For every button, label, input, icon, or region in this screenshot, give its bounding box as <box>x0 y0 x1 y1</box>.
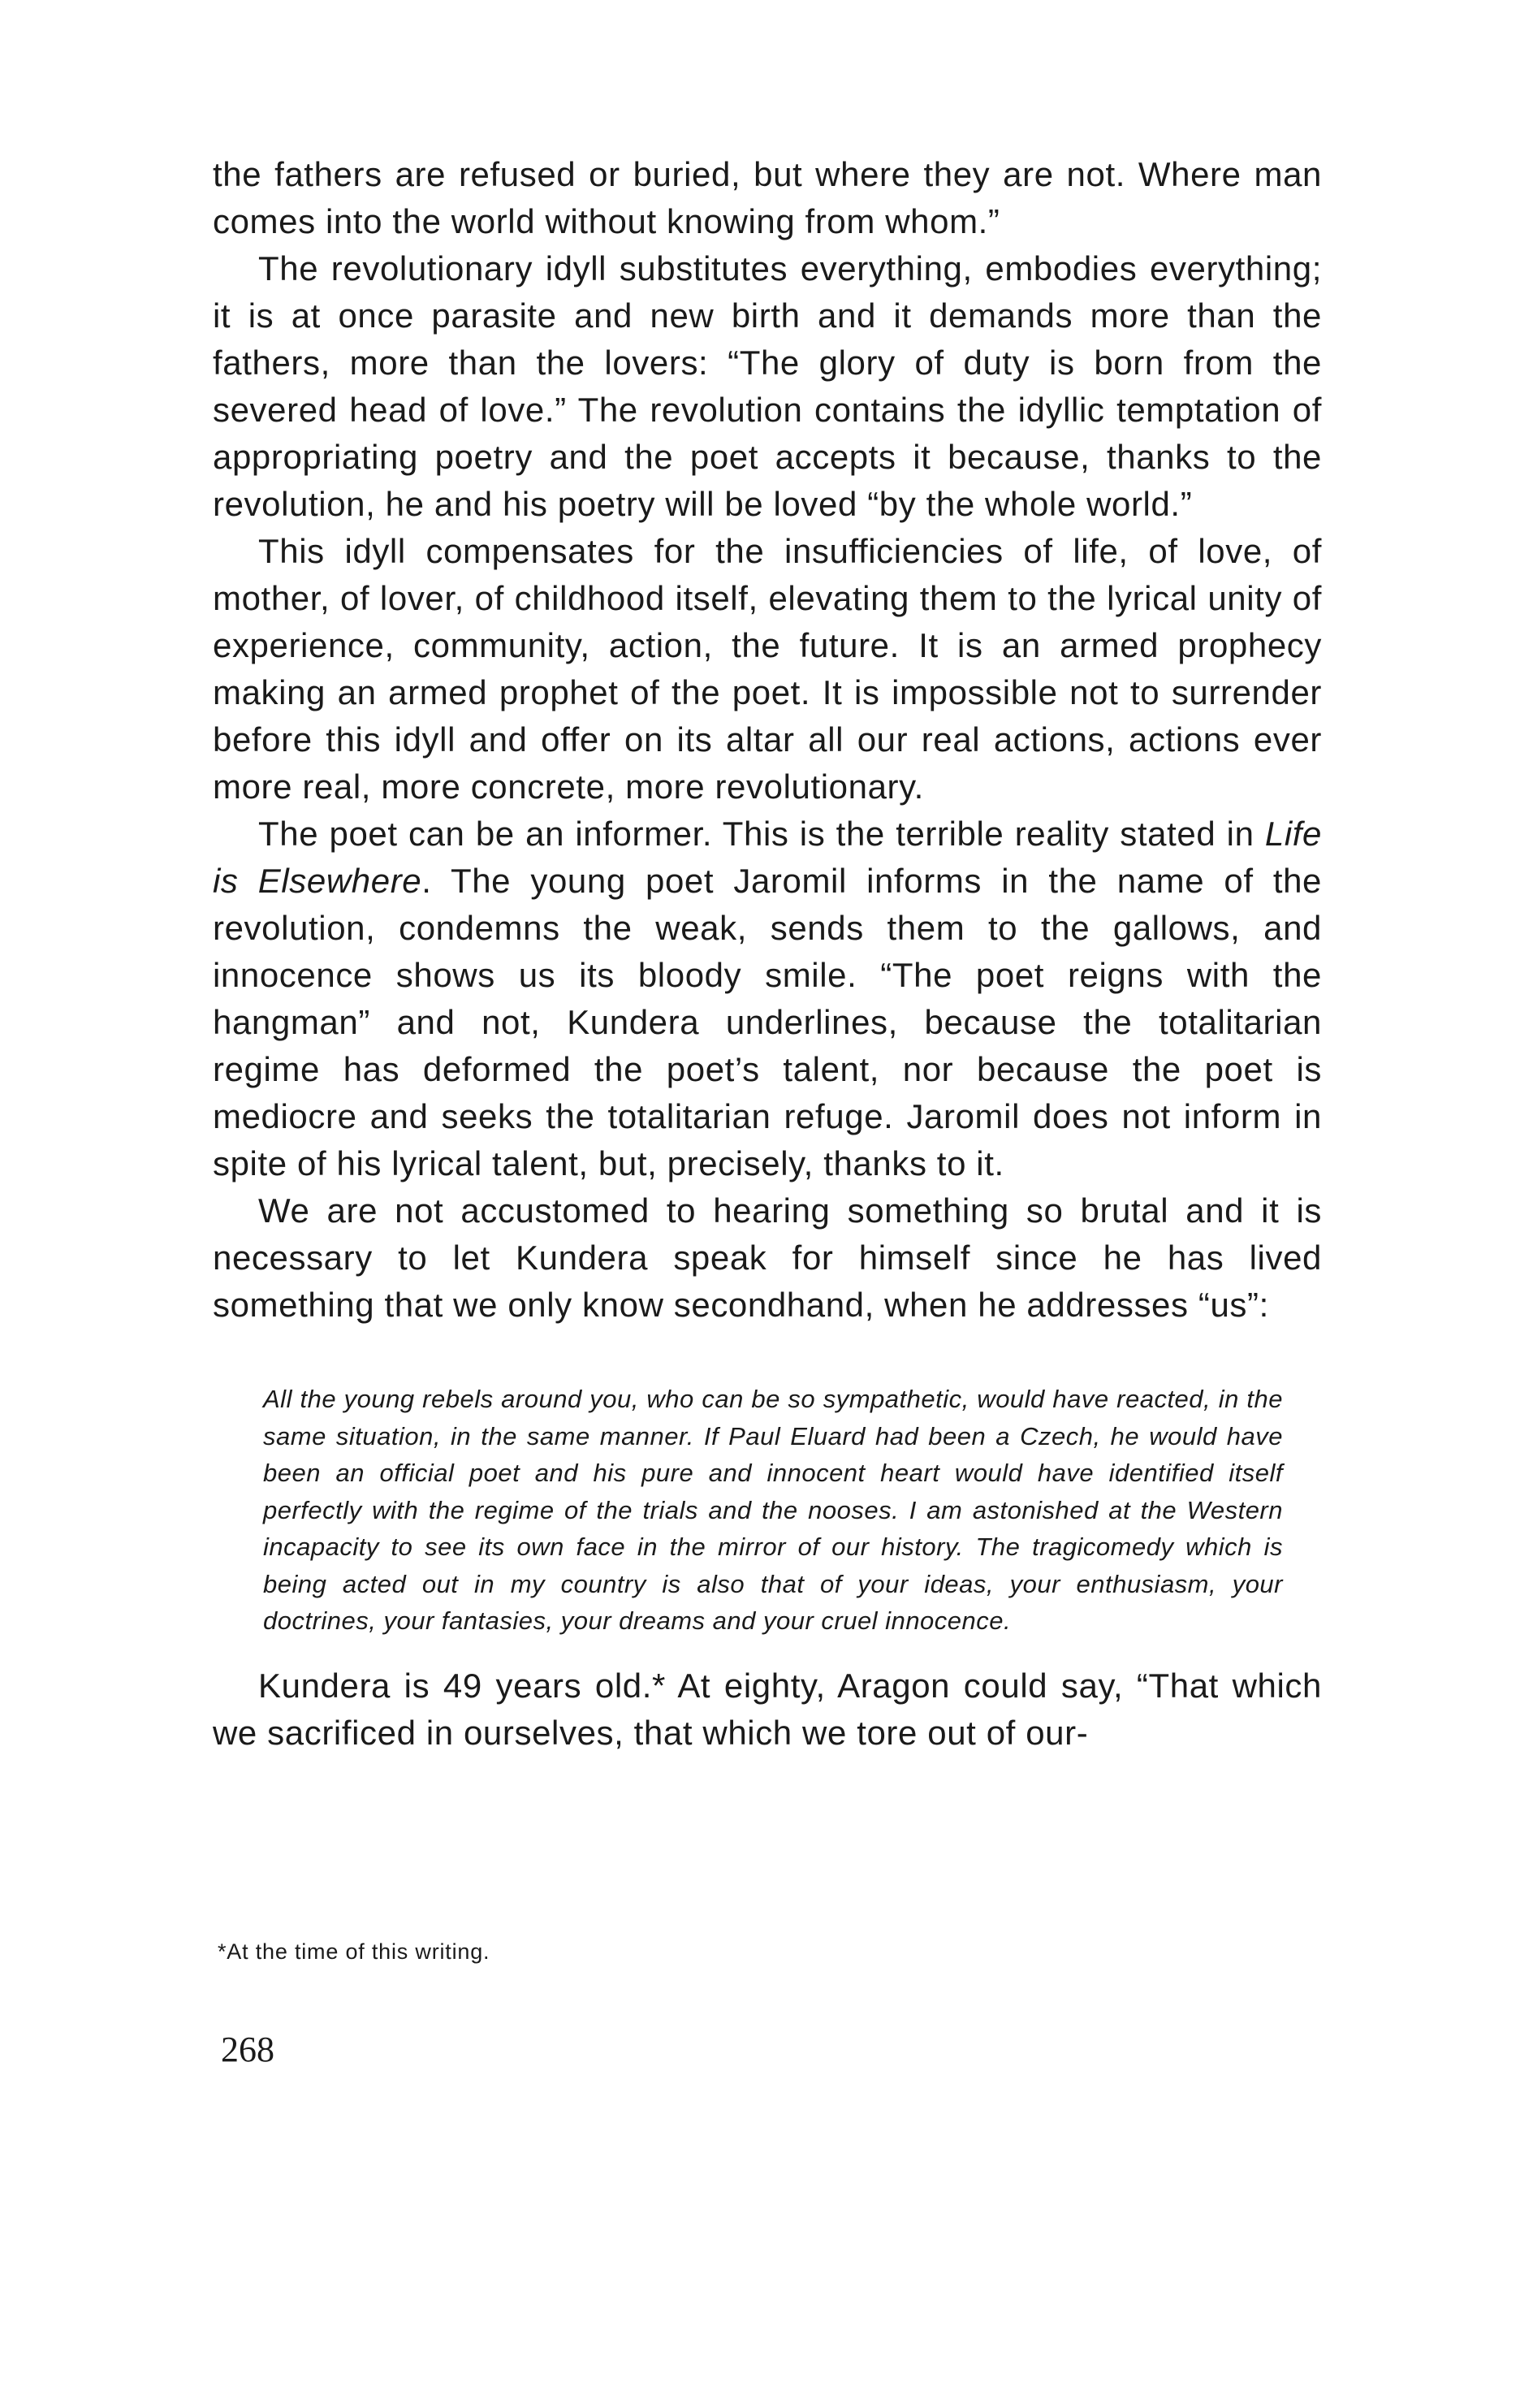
footnote: *At the time of this writing. <box>218 1939 490 1964</box>
paragraph-not-accustomed: We are not accustomed to hearing something so brutal and it is necessary to let Kundera speak for himself since he has lived something that we only know secondhand, when he addresses “us”: <box>213 1191 1322 1324</box>
paragraph-kundera-age: Kundera is 49 years old.* At eighty, Aragon could say, “That which we sacrificed in ourselves, that which we tore out of our- <box>213 1666 1322 1752</box>
paragraph-poet-informer <box>213 811 1322 1187</box>
book-title: Life is Elsewhere <box>213 815 1322 900</box>
paragraph-text-after-title: . The young poet Jaromil informs in the name of the revolution, condemns the weak, sends them to the gallows, and innocence shows us its bloody smile. “The poet reigns with the hangman” and not, Kundera underlines, because the totalitarian regime has deformed the poet’s talent, nor because the poet is mediocre and seeks the totalitarian refuge. Jaromil does not inform in spite of his lyrical talent, but, precisely, thanks to it. <box>213 862 1323 1182</box>
body-text <box>213 151 1322 1757</box>
page-number: 268 <box>221 2030 274 2069</box>
paragraph-revolutionary-idyll: The revolutionary idyll substitutes everything, embodies everything; it is at once parasite and new birth and it demands more than the fathers, more than the lovers: “The glory of duty is born from the severed head of love.” The revolution contains the idyllic temptation of appropriating poetry and the poet accepts it because, thanks to the revolution, he and his poetry will be loved “by the whole world.” <box>213 249 1322 523</box>
paragraph-text-before-title: The poet can be an informer. This is the terrible reality stated in <box>258 815 1265 853</box>
paragraph-continued: the fathers are refused or buried, but where they are not. Where man comes into the world without knowing from whom.” <box>213 155 1322 240</box>
paragraph-idyll-compensates: This idyll compensates for the insufficiencies of life, of love, of mother, of lover, of childhood itself, elevating them to the lyrical unity of experience, community, action, the future. It is an armed prophecy making an armed prophet of the poet. It is impossible not to surrender before this idyll and offer on its altar all our real actions, actions ever more real, more concrete, more revolutionary. <box>213 532 1322 806</box>
block-quote: All the young rebels around you, who can be so sympathetic, would have reacted, in the same situation, in the same manner. If Paul Eluard had been a Czech, he would have been an official poet and his pure and innocent heart would have identified itself perfectly with the regime of the trials and the nooses. I am astonished at the Western incapacity to see its own face in the mirror of our history. The tragicomedy which is being acted out in my country is also that of your ideas, your enthusiasm, your doctrines, your fantasies, your dreams and your cruel innocence. <box>263 1385 1283 1635</box>
